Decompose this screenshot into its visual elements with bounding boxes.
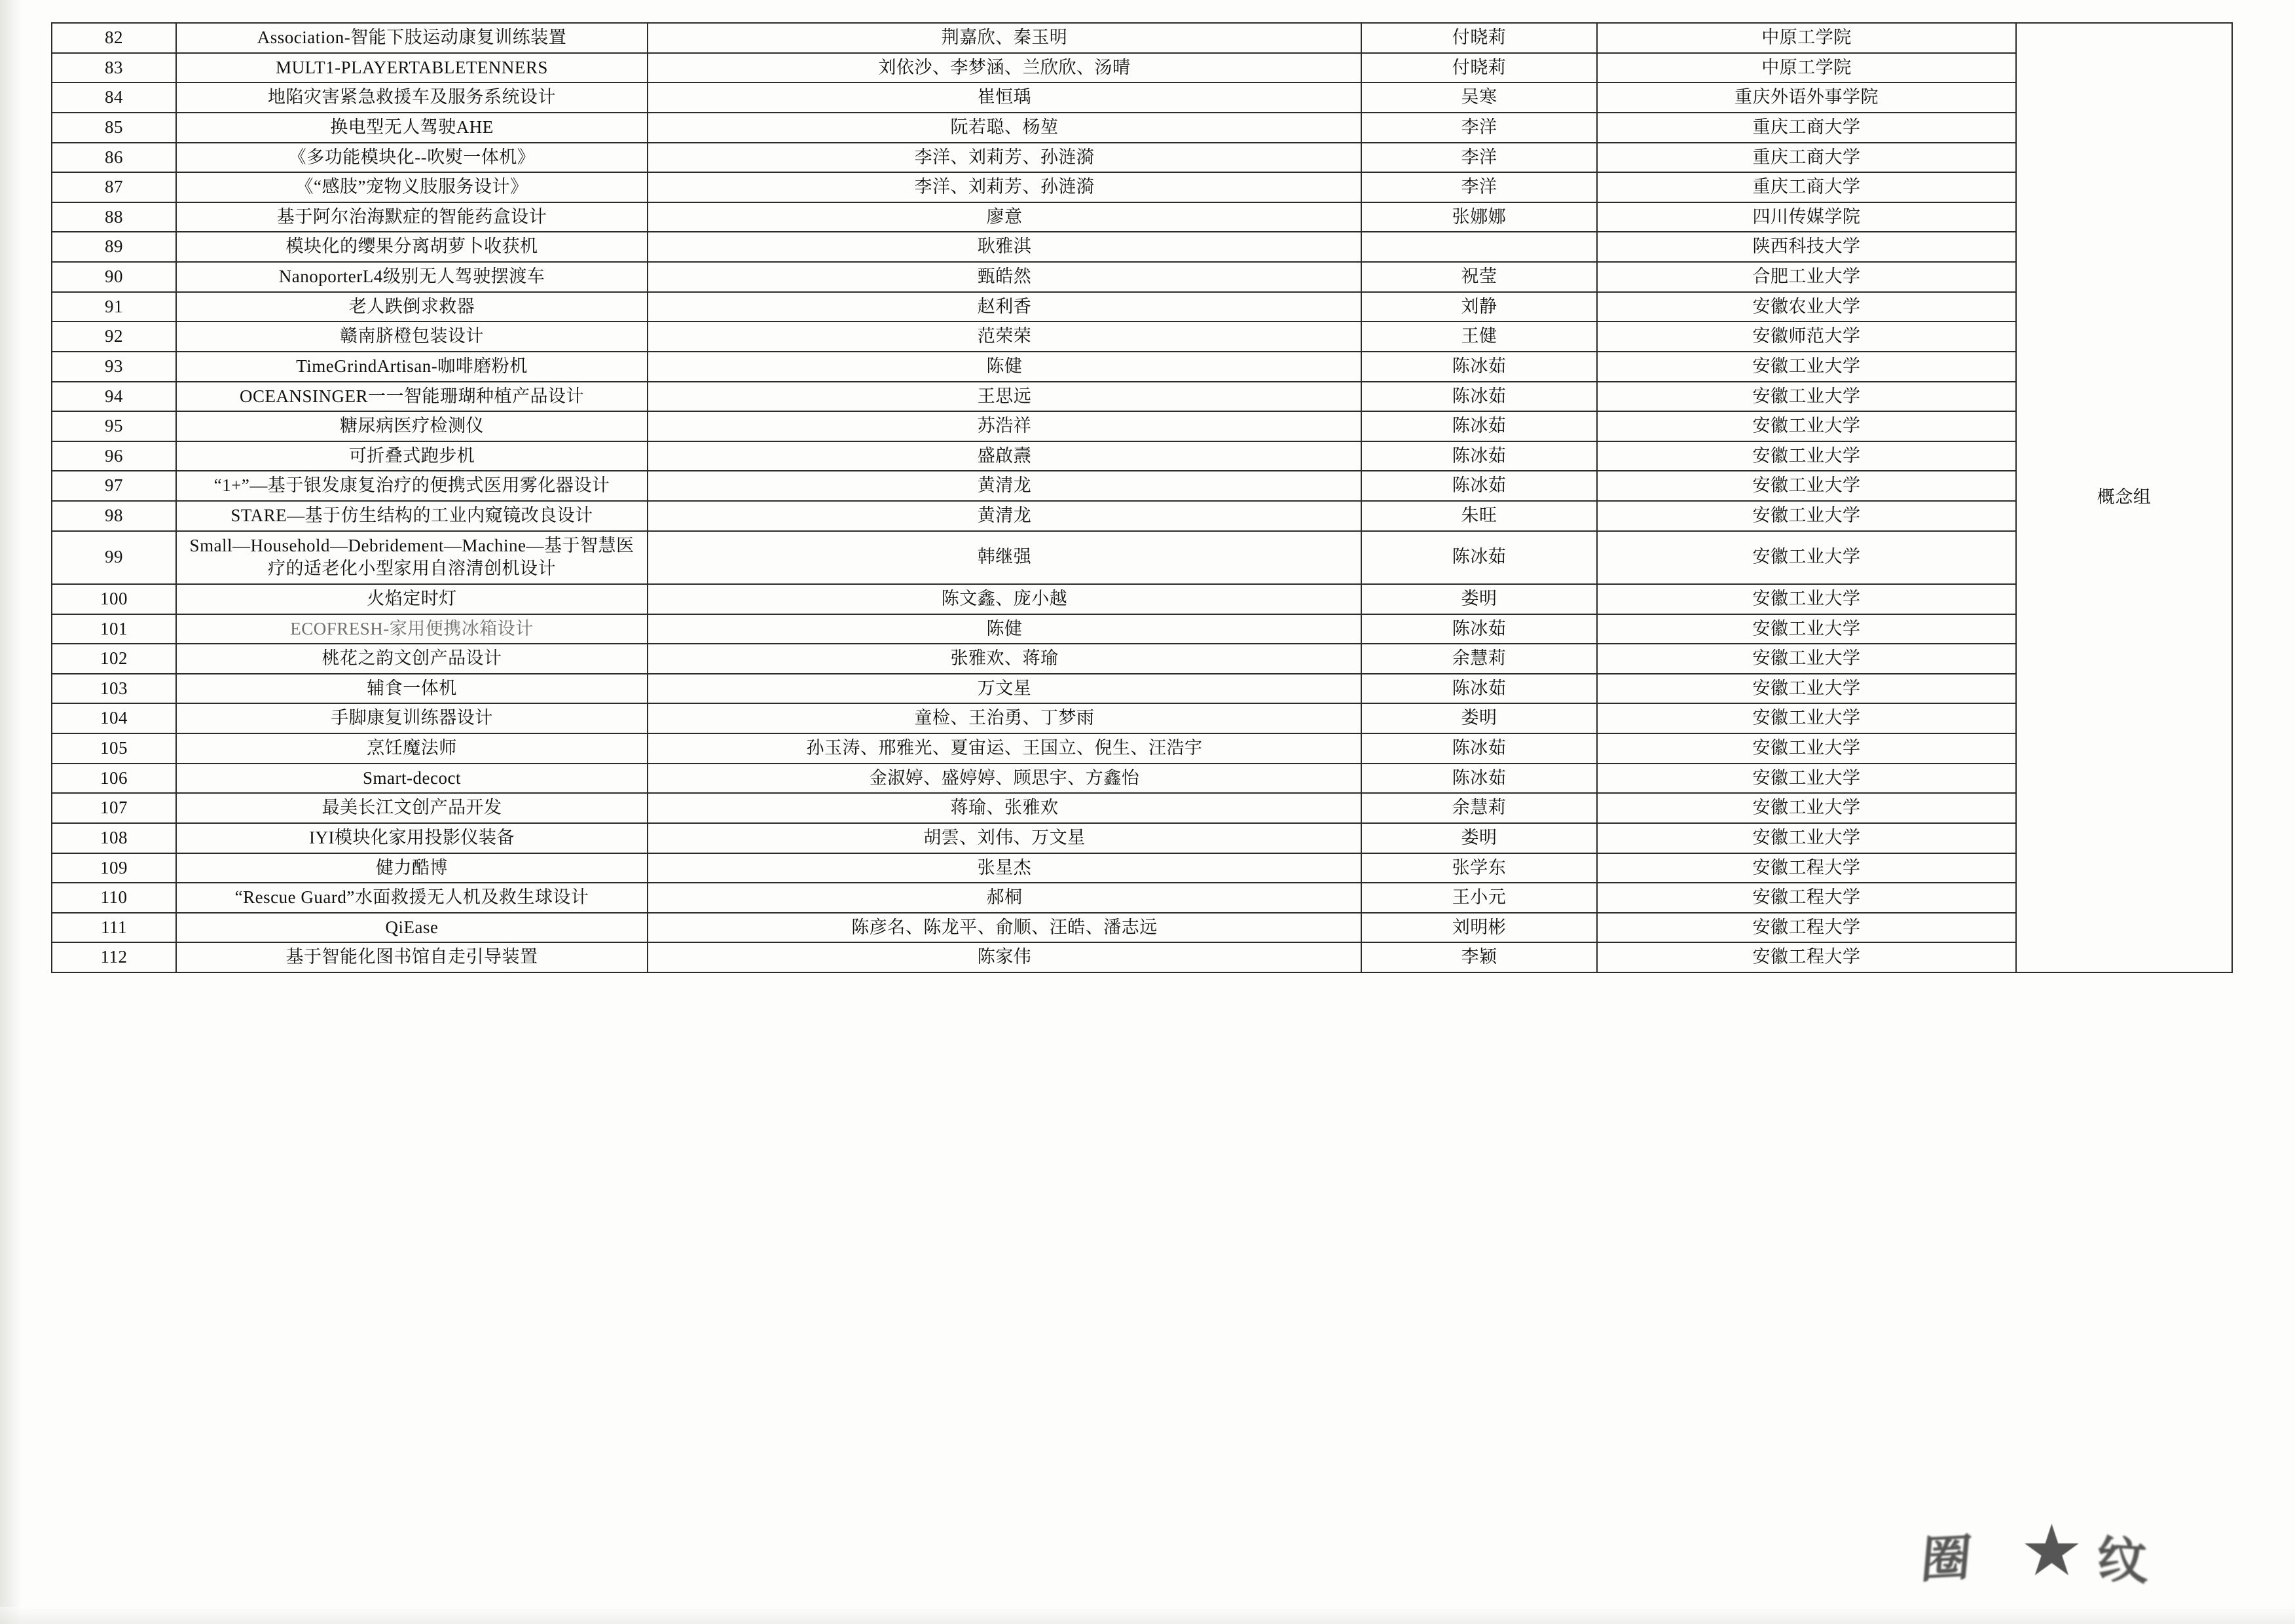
table-row (52, 644, 2232, 674)
cell-advisor: 吴寒 (1361, 83, 1597, 113)
cell-authors: 李洋、刘莉芳、孙涟漪 (648, 143, 1361, 173)
cell-advisor: 余慧莉 (1361, 793, 1597, 823)
cell-organization: 安徽工程大学 (1597, 942, 2016, 972)
scan-edge-left (0, 0, 22, 1624)
table-row (52, 232, 2232, 262)
scan-edge-bottom (0, 1607, 2295, 1624)
award-table-body (52, 23, 2232, 972)
cell-authors: 童检、王治勇、丁梦雨 (648, 703, 1361, 733)
table-row (52, 262, 2232, 292)
cell-organization: 安徽工业大学 (1597, 501, 2016, 531)
cell-work-title: 《多功能模块化--吹熨一体机》 (176, 143, 648, 173)
cell-organization: 安徽工业大学 (1597, 703, 2016, 733)
cell-advisor (1361, 232, 1597, 262)
cell-work-title: STARE—基于仿生结构的工业内窥镜改良设计 (176, 501, 648, 531)
cell-authors: 黄清龙 (648, 471, 1361, 501)
cell-authors: 陈家伟 (648, 942, 1361, 972)
cell-advisor: 祝莹 (1361, 262, 1597, 292)
cell-organization: 安徽工业大学 (1597, 614, 2016, 644)
stamp-left-mark: 圈 (1919, 1528, 1969, 1589)
cell-organization: 安徽工业大学 (1597, 584, 2016, 614)
table-row (52, 823, 2232, 853)
cell-organization: 安徽工业大学 (1597, 674, 2016, 704)
award-table (51, 22, 2233, 973)
cell-authors: 张星杰 (648, 853, 1361, 883)
table-row (52, 143, 2232, 173)
cell-organization: 安徽工业大学 (1597, 441, 2016, 471)
cell-index: 90 (52, 262, 176, 292)
cell-organization: 安徽工程大学 (1597, 883, 2016, 913)
cell-index: 94 (52, 382, 176, 412)
cell-organization: 安徽工业大学 (1597, 733, 2016, 764)
cell-index: 97 (52, 471, 176, 501)
cell-index: 83 (52, 53, 176, 83)
cell-authors: 陈健 (648, 614, 1361, 644)
cell-work-title: OCEANSINGER一一智能珊瑚种植产品设计 (176, 382, 648, 412)
cell-organization: 中原工学院 (1597, 53, 2016, 83)
cell-organization: 安徽工程大学 (1597, 913, 2016, 943)
stamp-right-mark: 纹 (2096, 1529, 2144, 1591)
cell-advisor: 余慧莉 (1361, 644, 1597, 674)
table-row (52, 614, 2232, 644)
cell-advisor: 李洋 (1361, 113, 1597, 143)
cell-advisor: 朱旺 (1361, 501, 1597, 531)
cell-work-title: 健力酷博 (176, 853, 648, 883)
award-table-container (51, 22, 2231, 973)
cell-work-title: Small—Household—Debridement—Machine—基于智慧医疗的适老化小型家用自溶清创机设计 (176, 531, 648, 584)
cell-advisor: 陈冰茹 (1361, 531, 1597, 584)
table-row (52, 23, 2232, 53)
cell-authors: 孙玉涛、邢雅光、夏宙运、王国立、倪生、汪浩宇 (648, 733, 1361, 764)
cell-index: 110 (52, 883, 176, 913)
cell-work-title: TimeGrindArtisan-咖啡磨粉机 (176, 352, 648, 382)
table-row (52, 584, 2232, 614)
cell-authors: 盛啟燾 (648, 441, 1361, 471)
cell-index: 98 (52, 501, 176, 531)
cell-index: 101 (52, 614, 176, 644)
cell-advisor: 刘静 (1361, 292, 1597, 322)
table-row (52, 793, 2232, 823)
cell-index: 100 (52, 584, 176, 614)
cell-advisor: 陈冰茹 (1361, 411, 1597, 441)
cell-index: 84 (52, 83, 176, 113)
cell-index: 104 (52, 703, 176, 733)
cell-organization: 安徽工业大学 (1597, 352, 2016, 382)
table-row (52, 292, 2232, 322)
cell-work-title: 模块化的缨果分离胡萝卜收获机 (176, 232, 648, 262)
cell-advisor: 王健 (1361, 322, 1597, 352)
cell-work-title: 换电型无人驾驶AHE (176, 113, 648, 143)
cell-work-title: MULT1-PLAYERTABLETENNERS (176, 53, 648, 83)
cell-organization: 安徽师范大学 (1597, 322, 2016, 352)
cell-work-title: “1+”—基于银发康复治疗的便携式医用雾化器设计 (176, 471, 648, 501)
cell-work-title: 糖尿病医疗检测仪 (176, 411, 648, 441)
table-row (52, 172, 2232, 202)
cell-work-title: 可折叠式跑步机 (176, 441, 648, 471)
cell-advisor: 陈冰茹 (1361, 441, 1597, 471)
cell-work-title: IYI模块化家用投影仪装备 (176, 823, 648, 853)
cell-authors: 黄清龙 (648, 501, 1361, 531)
cell-authors: 廖意 (648, 202, 1361, 232)
cell-advisor: 刘明彬 (1361, 913, 1597, 943)
cell-work-title: 基于阿尔治海默症的智能药盒设计 (176, 202, 648, 232)
cell-index: 111 (52, 913, 176, 943)
table-row (52, 382, 2232, 412)
cell-organization: 安徽工业大学 (1597, 823, 2016, 853)
table-row (52, 411, 2232, 441)
cell-authors: 陈文鑫、庞小越 (648, 584, 1361, 614)
cell-group: 概念组 (2016, 23, 2232, 972)
cell-work-title: 烹饪魔法师 (176, 733, 648, 764)
cell-index: 102 (52, 644, 176, 674)
table-row (52, 53, 2232, 83)
cell-authors: 金淑婷、盛婷婷、顾思宇、方鑫怡 (648, 764, 1361, 794)
cell-organization: 安徽工业大学 (1597, 764, 2016, 794)
cell-organization: 安徽工业大学 (1597, 411, 2016, 441)
cell-index: 112 (52, 942, 176, 972)
cell-index: 96 (52, 441, 176, 471)
cell-index: 108 (52, 823, 176, 853)
cell-authors: 范荣荣 (648, 322, 1361, 352)
cell-index: 87 (52, 172, 176, 202)
cell-advisor: 李洋 (1361, 172, 1597, 202)
cell-index: 106 (52, 764, 176, 794)
cell-organization: 安徽工业大学 (1597, 644, 2016, 674)
table-row (52, 531, 2232, 584)
cell-advisor: 娄明 (1361, 823, 1597, 853)
cell-organization: 安徽工业大学 (1597, 382, 2016, 412)
table-row (52, 322, 2232, 352)
table-row (52, 733, 2232, 764)
cell-index: 86 (52, 143, 176, 173)
table-row (52, 113, 2232, 143)
cell-work-title: 桃花之韵文创产品设计 (176, 644, 648, 674)
cell-organization: 陕西科技大学 (1597, 232, 2016, 262)
table-row (52, 913, 2232, 943)
cell-authors: 甄皓然 (648, 262, 1361, 292)
cell-authors: 耿雅淇 (648, 232, 1361, 262)
cell-work-title: Smart-decoct (176, 764, 648, 794)
cell-advisor: 陈冰茹 (1361, 352, 1597, 382)
cell-index: 91 (52, 292, 176, 322)
cell-advisor: 陈冰茹 (1361, 382, 1597, 412)
official-stamp (1919, 1507, 2197, 1599)
cell-index: 95 (52, 411, 176, 441)
cell-index: 89 (52, 232, 176, 262)
cell-organization: 重庆工商大学 (1597, 172, 2016, 202)
cell-advisor: 付晓莉 (1361, 23, 1597, 53)
cell-organization: 重庆工商大学 (1597, 113, 2016, 143)
cell-organization: 重庆工商大学 (1597, 143, 2016, 173)
cell-work-title: 火焰定时灯 (176, 584, 648, 614)
cell-work-title: Association-智能下肢运动康复训练装置 (176, 23, 648, 53)
cell-organization: 中原工学院 (1597, 23, 2016, 53)
cell-work-title: 辅食一体机 (176, 674, 648, 704)
cell-work-title: 地陷灾害紧急救援车及服务系统设计 (176, 83, 648, 113)
table-row (52, 942, 2232, 972)
cell-organization: 合肥工业大学 (1597, 262, 2016, 292)
cell-advisor: 陈冰茹 (1361, 471, 1597, 501)
table-row (52, 853, 2232, 883)
cell-authors: 胡雲、刘伟、万文星 (648, 823, 1361, 853)
cell-index: 92 (52, 322, 176, 352)
cell-authors: 苏浩祥 (648, 411, 1361, 441)
table-row (52, 883, 2232, 913)
cell-organization: 安徽农业大学 (1597, 292, 2016, 322)
cell-work-title: 老人跌倒求救器 (176, 292, 648, 322)
table-row (52, 471, 2232, 501)
cell-authors: 刘依沙、李梦涵、兰欣欣、汤晴 (648, 53, 1361, 83)
cell-advisor: 张娜娜 (1361, 202, 1597, 232)
cell-authors: 李洋、刘莉芳、孙涟漪 (648, 172, 1361, 202)
cell-organization: 安徽工程大学 (1597, 853, 2016, 883)
cell-organization: 安徽工业大学 (1597, 471, 2016, 501)
cell-index: 93 (52, 352, 176, 382)
table-row (52, 202, 2232, 232)
cell-authors: 万文星 (648, 674, 1361, 704)
cell-advisor: 王小元 (1361, 883, 1597, 913)
cell-authors: 韩继强 (648, 531, 1361, 584)
cell-work-title: 最美长江文创产品开发 (176, 793, 648, 823)
cell-index: 103 (52, 674, 176, 704)
table-row (52, 352, 2232, 382)
cell-organization: 安徽工业大学 (1597, 531, 2016, 584)
table-row (52, 764, 2232, 794)
cell-index: 107 (52, 793, 176, 823)
cell-advisor: 陈冰茹 (1361, 733, 1597, 764)
cell-index: 105 (52, 733, 176, 764)
cell-advisor: 李颖 (1361, 942, 1597, 972)
cell-advisor: 陈冰茹 (1361, 614, 1597, 644)
table-row (52, 441, 2232, 471)
cell-work-title: “Rescue Guard”水面救援无人机及救生球设计 (176, 883, 648, 913)
cell-organization: 四川传媒学院 (1597, 202, 2016, 232)
cell-work-title: 基于智能化图书馆自走引导装置 (176, 942, 648, 972)
cell-authors: 陈健 (648, 352, 1361, 382)
cell-authors: 张雅欢、蒋瑜 (648, 644, 1361, 674)
cell-authors: 崔恒瑀 (648, 83, 1361, 113)
cell-work-title: 赣南脐橙包装设计 (176, 322, 648, 352)
cell-authors: 赵利香 (648, 292, 1361, 322)
cell-work-title: 手脚康复训练器设计 (176, 703, 648, 733)
cell-work-title: 《“感肢”宠物义肢服务设计》 (176, 172, 648, 202)
cell-authors: 阮若聪、杨堃 (648, 113, 1361, 143)
cell-advisor: 陈冰茹 (1361, 674, 1597, 704)
cell-advisor: 李洋 (1361, 143, 1597, 173)
cell-organization: 安徽工业大学 (1597, 793, 2016, 823)
cell-authors: 郝桐 (648, 883, 1361, 913)
cell-authors: 王思远 (648, 382, 1361, 412)
cell-work-title: ECOFRESH-家用便携冰箱设计 (176, 614, 648, 644)
cell-organization: 重庆外语外事学院 (1597, 83, 2016, 113)
cell-index: 85 (52, 113, 176, 143)
cell-advisor: 付晓莉 (1361, 53, 1597, 83)
cell-authors: 陈彦名、陈龙平、俞顺、汪皓、潘志远 (648, 913, 1361, 943)
table-row (52, 703, 2232, 733)
cell-index: 82 (52, 23, 176, 53)
table-row (52, 674, 2232, 704)
cell-authors: 蒋瑜、张雅欢 (648, 793, 1361, 823)
cell-index: 99 (52, 531, 176, 584)
cell-advisor: 陈冰茹 (1361, 764, 1597, 794)
table-row (52, 83, 2232, 113)
cell-work-title: NanoporterL4级别无人驾驶摆渡车 (176, 262, 648, 292)
cell-advisor: 张学东 (1361, 853, 1597, 883)
cell-advisor: 娄明 (1361, 584, 1597, 614)
cell-authors: 荆嘉欣、秦玉明 (648, 23, 1361, 53)
cell-index: 109 (52, 853, 176, 883)
table-row (52, 501, 2232, 531)
cell-index: 88 (52, 202, 176, 232)
stamp-star-icon: ★ (2020, 1510, 2084, 1592)
cell-advisor: 娄明 (1361, 703, 1597, 733)
cell-work-title: QiEase (176, 913, 648, 943)
